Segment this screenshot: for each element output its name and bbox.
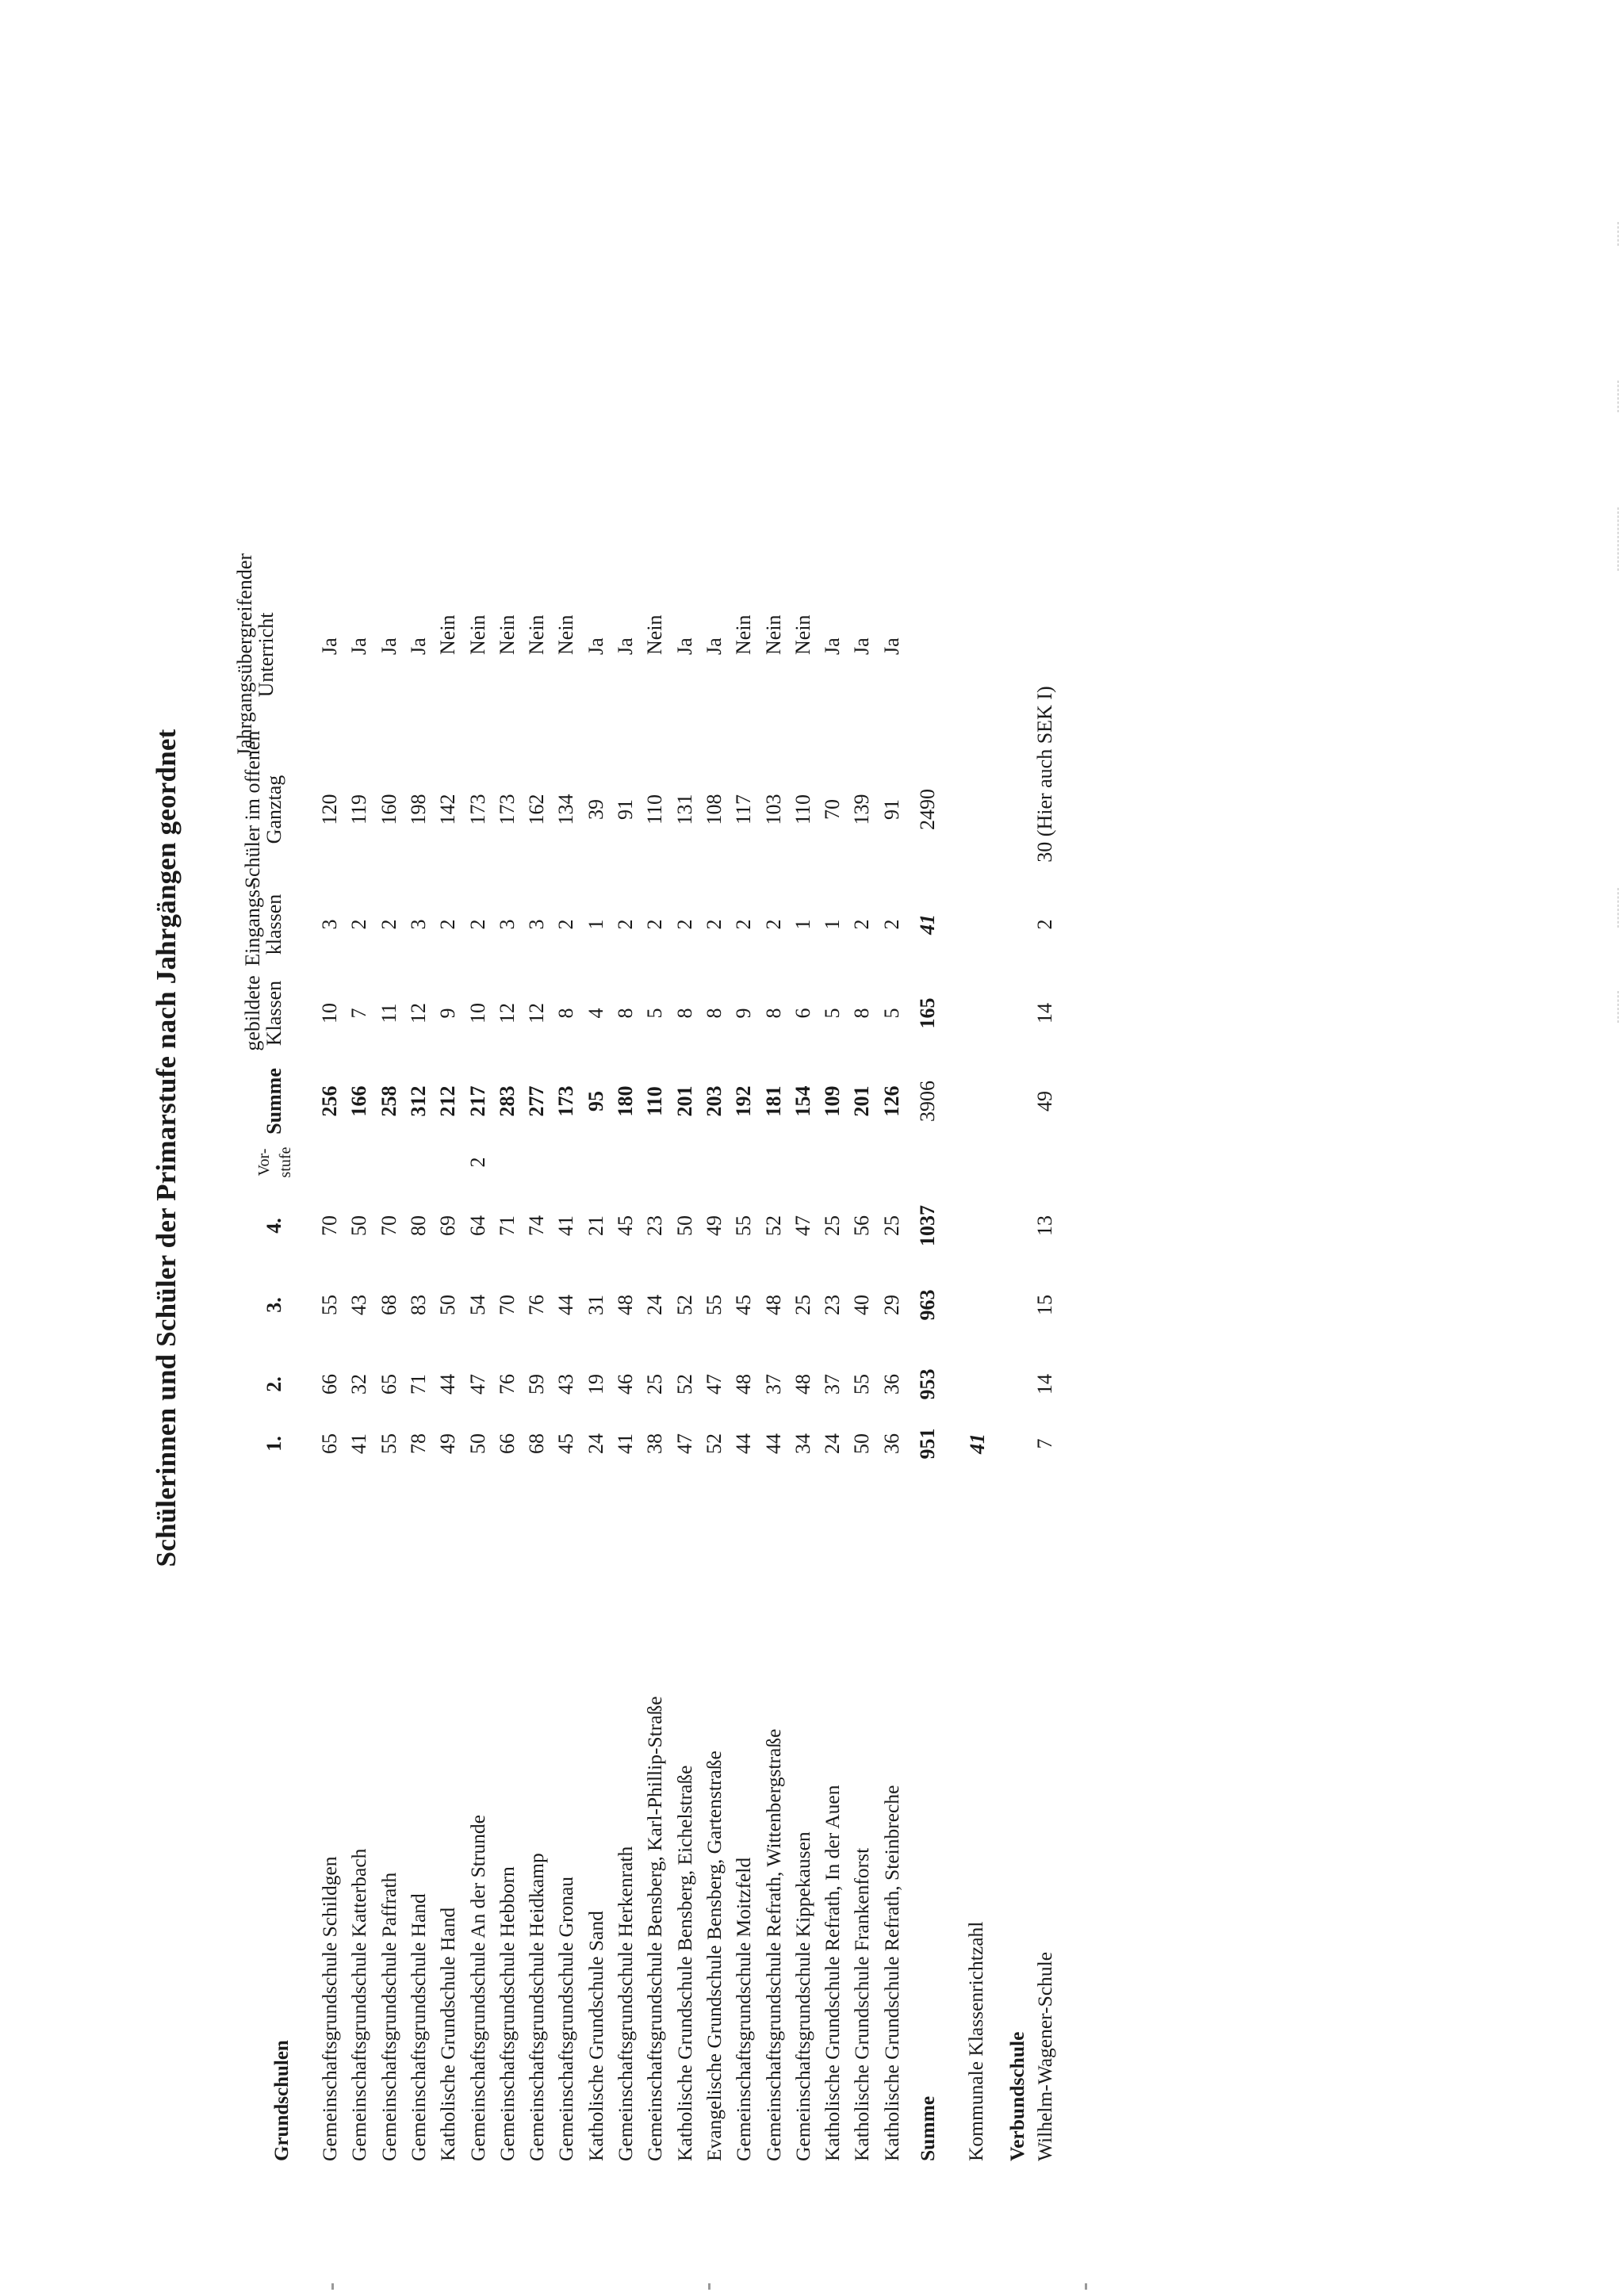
school-name: Katholische Grundschule Sand <box>584 1911 607 2161</box>
table-cell-y2: 44 <box>436 1374 460 1395</box>
table-cell-ganztag: 139 <box>850 794 874 825</box>
table-cell-jahrgang: Ja <box>377 637 400 655</box>
table-cell-y1: 24 <box>821 1433 845 1454</box>
table-cell-y2: 52 <box>672 1374 696 1395</box>
table-cell-y2: 36 <box>879 1374 903 1395</box>
table-cell-y3: 55 <box>702 1295 726 1315</box>
table-cell-y2: 43 <box>554 1374 578 1395</box>
klassenrichtzahl-value: 41 <box>966 1433 989 1454</box>
column-header-jahrgang: Unterricht <box>255 612 278 698</box>
school-name: Gemeinschaftsgrundschule Hebborn <box>495 1866 519 2161</box>
school-name: Gemeinschaftsgrundschule Kippekausen <box>791 1831 814 2161</box>
school-name: Gemeinschaftsgrundschule Herkenrath <box>614 1846 637 2161</box>
table-cell-ganztag: 110 <box>643 794 667 825</box>
table-cell-y2: 48 <box>732 1374 756 1395</box>
table-cell-y2: 47 <box>702 1374 726 1395</box>
table-cell-y3: 76 <box>525 1295 549 1315</box>
table-cell-gebildete: 10 <box>318 1003 341 1024</box>
table-cell-y2: 76 <box>495 1374 519 1395</box>
summe-summe: 3906 <box>916 1081 939 1122</box>
table-cell-y1: 45 <box>554 1433 578 1454</box>
column-header-y2: 2. <box>262 1376 285 1392</box>
table-cell-y1: 50 <box>850 1433 874 1454</box>
table-cell-ganztag: 103 <box>761 794 785 825</box>
table-cell-y3: 48 <box>614 1295 637 1315</box>
table-cell-eingang: 1 <box>821 919 845 930</box>
table-cell-summe: 277 <box>525 1085 549 1117</box>
summe-y1: 951 <box>916 1428 939 1460</box>
table-cell-eingang: 3 <box>525 919 549 930</box>
column-header-vorstufe: Vor- <box>255 1148 273 1177</box>
table-cell-y2: 55 <box>850 1374 874 1395</box>
table-cell-summe: 217 <box>465 1085 489 1117</box>
table-cell-y4: 70 <box>377 1215 400 1236</box>
school-name: Gemeinschaftsgrundschule Katterbach <box>347 1848 371 2161</box>
verbundschule-gebildete: 14 <box>1033 1003 1056 1024</box>
table-cell-summe: 212 <box>436 1085 460 1117</box>
summe-y2: 953 <box>916 1368 939 1400</box>
table-cell-jahrgang: Ja <box>821 637 845 655</box>
table-cell-gebildete: 8 <box>850 1008 874 1019</box>
school-name: Katholische Grundschule Bensberg, Eichelstraße <box>672 1765 696 2161</box>
table-cell-y4: 52 <box>761 1215 785 1236</box>
school-name: Katholische Grundschule Refrath, In der Auen <box>821 1785 845 2161</box>
table-cell-jahrgang: Nein <box>525 614 549 655</box>
table-cell-jahrgang: Nein <box>791 614 814 655</box>
table-cell-y2: 46 <box>614 1374 637 1395</box>
table-cell-eingang: 1 <box>584 919 607 930</box>
summe-gebildete: 165 <box>916 997 939 1029</box>
table-cell-y4: 71 <box>495 1215 519 1236</box>
table-cell-eingang: 2 <box>850 919 874 930</box>
table-cell-jahrgang: Ja <box>614 637 637 655</box>
table-cell-gebildete: 8 <box>614 1008 637 1019</box>
table-cell-y2: 37 <box>761 1374 785 1395</box>
punch-mark <box>331 2283 334 2290</box>
table-cell-summe: 166 <box>347 1085 371 1117</box>
table-cell-y2: 71 <box>406 1374 430 1395</box>
table-cell-gebildete: 11 <box>377 1003 400 1024</box>
table-cell-gebildete: 5 <box>879 1008 903 1019</box>
table-cell-ganztag: 131 <box>672 794 696 825</box>
summe-ganztag: 2490 <box>916 789 939 830</box>
table-cell-y4: 25 <box>821 1215 845 1236</box>
table-cell-jahrgang: Ja <box>406 637 430 655</box>
table-cell-y2: 37 <box>821 1374 845 1395</box>
table-cell-eingang: 2 <box>614 919 637 930</box>
table-cell-gebildete: 9 <box>436 1008 460 1019</box>
table-cell-ganztag: 108 <box>702 794 726 825</box>
table-cell-y1: 38 <box>643 1433 667 1454</box>
school-name: Gemeinschaftsgrundschule Moitzfeld <box>732 1857 756 2161</box>
table-cell-eingang: 2 <box>436 919 460 930</box>
table-cell-y1: 34 <box>791 1433 814 1454</box>
klassenrichtzahl-label: Kommunale Klassenrichtzahl <box>964 1921 987 2161</box>
table-cell-summe: 180 <box>614 1085 637 1117</box>
table-cell-y4: 50 <box>672 1215 696 1236</box>
table-cell-gebildete: 10 <box>465 1003 489 1024</box>
column-header-eingang: Eingangs- <box>241 882 264 966</box>
table-cell-y1: 68 <box>525 1433 549 1454</box>
column-header-y3: 3. <box>262 1297 285 1313</box>
table-cell-y1: 50 <box>465 1433 489 1454</box>
table-cell-summe: 258 <box>377 1085 400 1117</box>
column-header-y4: 4. <box>262 1218 285 1234</box>
page-title: Schülerinnen und Schüler der Primarstufe nach Jahrgängen geordnet <box>151 729 182 1567</box>
table-cell-y4: 50 <box>347 1215 371 1236</box>
table-cell-ganztag: 110 <box>791 794 814 825</box>
table-cell-y4: 80 <box>406 1215 430 1236</box>
punch-mark <box>1085 2283 1087 2290</box>
table-cell-summe: 201 <box>672 1085 696 1117</box>
table-cell-y1: 47 <box>672 1433 696 1454</box>
table-cell-gebildete: 8 <box>702 1008 726 1019</box>
table-cell-y4: 74 <box>525 1215 549 1236</box>
table-cell-y2: 66 <box>318 1374 341 1395</box>
table-cell-vorstufe: 2 <box>465 1157 489 1168</box>
table-cell-eingang: 2 <box>377 919 400 930</box>
verbundschule-y2: 14 <box>1033 1374 1056 1395</box>
table-cell-y1: 49 <box>436 1433 460 1454</box>
table-cell-y2: 19 <box>584 1374 607 1395</box>
table-cell-y4: 56 <box>850 1215 874 1236</box>
summe-y3: 963 <box>916 1289 939 1321</box>
table-cell-summe: 181 <box>761 1085 785 1117</box>
table-cell-eingang: 2 <box>554 919 578 930</box>
school-name: Katholische Grundschule Frankenforst <box>850 1847 874 2161</box>
table-cell-jahrgang: Nein <box>643 614 667 655</box>
table-cell-y1: 41 <box>347 1433 371 1454</box>
verbundschule-y3: 15 <box>1033 1295 1056 1315</box>
scan-mark <box>1618 888 1619 928</box>
table-cell-ganztag: 39 <box>584 799 607 820</box>
table-cell-summe: 283 <box>495 1085 519 1117</box>
column-header-vorstufe: stufe <box>277 1146 294 1178</box>
table-cell-eingang: 2 <box>761 919 785 930</box>
table-cell-eingang: 3 <box>495 919 519 930</box>
table-cell-gebildete: 8 <box>672 1008 696 1019</box>
table-cell-ganztag: 160 <box>377 794 400 825</box>
table-cell-eingang: 2 <box>672 919 696 930</box>
table-cell-y3: 54 <box>465 1295 489 1315</box>
table-cell-ganztag: 91 <box>879 799 903 820</box>
table-cell-jahrgang: Ja <box>584 637 607 655</box>
column-header-ganztag: Schüler im offenen <box>241 730 264 889</box>
table-cell-jahrgang: Ja <box>850 637 874 655</box>
table-cell-summe: 126 <box>879 1085 903 1117</box>
table-cell-y4: 41 <box>554 1215 578 1236</box>
table-cell-jahrgang: Ja <box>672 637 696 655</box>
table-cell-y1: 55 <box>377 1433 400 1454</box>
summe-eingang: 41 <box>916 914 939 935</box>
table-cell-gebildete: 12 <box>525 1003 549 1024</box>
verbundschule-summe: 49 <box>1033 1091 1056 1112</box>
table-cell-y4: 69 <box>436 1215 460 1236</box>
punch-mark <box>708 2283 710 2290</box>
table-cell-ganztag: 198 <box>406 794 430 825</box>
school-name: Katholische Grundschule Refrath, Steinbreche <box>879 1785 903 2161</box>
verbundschule-school: Wilhelm-Wagener-Schule <box>1033 1951 1056 2161</box>
table-cell-y3: 23 <box>821 1295 845 1315</box>
table-cell-gebildete: 7 <box>347 1008 371 1019</box>
table-cell-y1: 52 <box>702 1433 726 1454</box>
table-cell-eingang: 2 <box>643 919 667 930</box>
table-cell-summe: 154 <box>791 1085 814 1117</box>
summe-y4: 1037 <box>916 1205 939 1246</box>
table-cell-jahrgang: Nein <box>732 614 756 655</box>
table-cell-gebildete: 8 <box>761 1008 785 1019</box>
table-cell-y4: 47 <box>791 1215 814 1236</box>
school-name: Gemeinschaftsgrundschule Hand <box>406 1893 430 2161</box>
table-cell-eingang: 2 <box>702 919 726 930</box>
column-header-summe: Summe <box>262 1068 285 1135</box>
table-cell-gebildete: 5 <box>821 1008 845 1019</box>
table-cell-y3: 31 <box>584 1295 607 1315</box>
table-cell-y4: 49 <box>702 1215 726 1236</box>
school-name: Gemeinschaftsgrundschule An der Strunde <box>465 1815 489 2161</box>
table-cell-ganztag: 173 <box>495 794 519 825</box>
verbundschule-ganztag: 30 (Hier auch SEK I) <box>1033 686 1056 863</box>
table-cell-eingang: 2 <box>879 919 903 930</box>
table-cell-summe: 95 <box>584 1091 607 1112</box>
table-cell-summe: 201 <box>850 1085 874 1117</box>
table-cell-y2: 32 <box>347 1374 371 1395</box>
table-cell-y1: 36 <box>879 1433 903 1454</box>
table-cell-y4: 55 <box>732 1215 756 1236</box>
table-cell-ganztag: 142 <box>436 794 460 825</box>
table-cell-jahrgang: Nein <box>554 614 578 655</box>
school-name: Gemeinschaftsgrundschule Bensberg, Karl-Phillip-Straße <box>643 1696 667 2161</box>
table-cell-eingang: 1 <box>791 919 814 930</box>
table-cell-gebildete: 12 <box>406 1003 430 1024</box>
table-cell-y3: 24 <box>643 1295 667 1315</box>
table-cell-y1: 78 <box>406 1433 430 1454</box>
table-cell-jahrgang: Nein <box>436 614 460 655</box>
table-cell-ganztag: 162 <box>525 794 549 825</box>
table-cell-y2: 59 <box>525 1374 549 1395</box>
verbundschule-y4: 13 <box>1033 1215 1056 1236</box>
table-cell-ganztag: 119 <box>347 794 371 825</box>
table-cell-eingang: 2 <box>732 919 756 930</box>
table-cell-y3: 68 <box>377 1295 400 1315</box>
table-cell-summe: 312 <box>406 1085 430 1117</box>
table-cell-y3: 52 <box>672 1295 696 1315</box>
table-cell-y1: 44 <box>761 1433 785 1454</box>
verbundschule-eingang: 2 <box>1033 919 1056 930</box>
verbundschule-y1: 7 <box>1033 1438 1056 1449</box>
table-cell-gebildete: 12 <box>495 1003 519 1024</box>
table-cell-y2: 48 <box>791 1374 814 1395</box>
scan-mark <box>1618 222 1619 246</box>
table-cell-jahrgang: Ja <box>702 637 726 655</box>
table-cell-gebildete: 4 <box>584 1008 607 1019</box>
table-cell-y4: 45 <box>614 1215 637 1236</box>
table-cell-summe: 110 <box>643 1086 667 1116</box>
table-cell-y3: 70 <box>495 1295 519 1315</box>
table-cell-y4: 64 <box>465 1215 489 1236</box>
table-cell-jahrgang: Ja <box>347 637 371 655</box>
table-cell-y1: 41 <box>614 1433 637 1454</box>
table-cell-ganztag: 91 <box>614 799 637 820</box>
table-cell-y2: 47 <box>465 1374 489 1395</box>
table-cell-ganztag: 134 <box>554 794 578 825</box>
table-cell-summe: 173 <box>554 1085 578 1117</box>
table-cell-y1: 24 <box>584 1433 607 1454</box>
column-header-gebildete: Klassen <box>262 980 285 1047</box>
verbundschule-heading: Verbundschule <box>1005 2031 1028 2161</box>
table-cell-y3: 40 <box>850 1295 874 1315</box>
table-cell-y4: 25 <box>879 1215 903 1236</box>
table-cell-y3: 29 <box>879 1295 903 1315</box>
table-cell-y1: 65 <box>318 1433 341 1454</box>
table-cell-ganztag: 70 <box>821 799 845 820</box>
school-name: Gemeinschaftsgrundschule Gronau <box>554 1876 578 2161</box>
school-name: Evangelische Grundschule Bensberg, Gartenstraße <box>702 1751 726 2161</box>
table-cell-gebildete: 5 <box>643 1008 667 1019</box>
scan-mark <box>1618 507 1619 571</box>
column-header-schools: Grundschulen <box>271 2040 293 2161</box>
table-cell-eingang: 3 <box>406 919 430 930</box>
column-header-y1: 1. <box>262 1436 285 1452</box>
table-cell-y4: 23 <box>643 1215 667 1236</box>
column-header-gebildete: gebildete <box>241 975 264 1051</box>
table-cell-y4: 21 <box>584 1215 607 1236</box>
table-cell-jahrgang: Nein <box>465 614 489 655</box>
scan-mark <box>1618 381 1619 412</box>
summe-label: Summe <box>916 2095 939 2161</box>
table-cell-y3: 48 <box>761 1295 785 1315</box>
table-cell-gebildete: 8 <box>554 1008 578 1019</box>
table-cell-y3: 50 <box>436 1295 460 1315</box>
table-cell-eingang: 3 <box>318 919 341 930</box>
table-cell-y3: 25 <box>791 1295 814 1315</box>
table-cell-y3: 45 <box>732 1295 756 1315</box>
table-cell-gebildete: 9 <box>732 1008 756 1019</box>
school-name: Gemeinschaftsgrundschule Heidkamp <box>525 1853 549 2161</box>
table-cell-jahrgang: Nein <box>761 614 785 655</box>
table-cell-y3: 83 <box>406 1295 430 1315</box>
table-cell-ganztag: 117 <box>732 794 756 825</box>
school-name: Katholische Grundschule Hand <box>436 1907 460 2161</box>
table-cell-jahrgang: Ja <box>879 637 903 655</box>
table-cell-summe: 192 <box>732 1085 756 1117</box>
table-cell-summe: 203 <box>702 1085 726 1117</box>
table-cell-y2: 65 <box>377 1374 400 1395</box>
table-cell-summe: 109 <box>821 1085 845 1117</box>
table-cell-ganztag: 173 <box>465 794 489 825</box>
table-cell-y3: 55 <box>318 1295 341 1315</box>
table-cell-y2: 25 <box>643 1374 667 1395</box>
table-cell-jahrgang: Ja <box>318 637 341 655</box>
table-cell-ganztag: 120 <box>318 794 341 825</box>
table-cell-y3: 43 <box>347 1295 371 1315</box>
column-header-jahrgang: Jahrgangsübergreifender <box>233 553 256 757</box>
table-cell-eingang: 2 <box>347 919 371 930</box>
column-header-eingang: klassen <box>262 894 285 955</box>
school-name: Gemeinschaftsgrundschule Paffrath <box>377 1872 400 2161</box>
table-cell-y3: 44 <box>554 1295 578 1315</box>
table-cell-y4: 70 <box>318 1215 341 1236</box>
school-name: Gemeinschaftsgrundschule Refrath, Wittenbergstraße <box>761 1728 785 2161</box>
table-cell-gebildete: 6 <box>791 1008 814 1019</box>
column-header-ganztag: Ganztag <box>262 775 285 844</box>
table-cell-jahrgang: Nein <box>495 614 519 655</box>
school-name: Gemeinschaftsgrundschule Schildgen <box>318 1856 341 2161</box>
table-cell-y1: 44 <box>732 1433 756 1454</box>
table-cell-summe: 256 <box>318 1085 341 1117</box>
table-cell-y1: 66 <box>495 1433 519 1454</box>
scan-mark <box>1618 991 1619 1023</box>
table-cell-eingang: 2 <box>465 919 489 930</box>
